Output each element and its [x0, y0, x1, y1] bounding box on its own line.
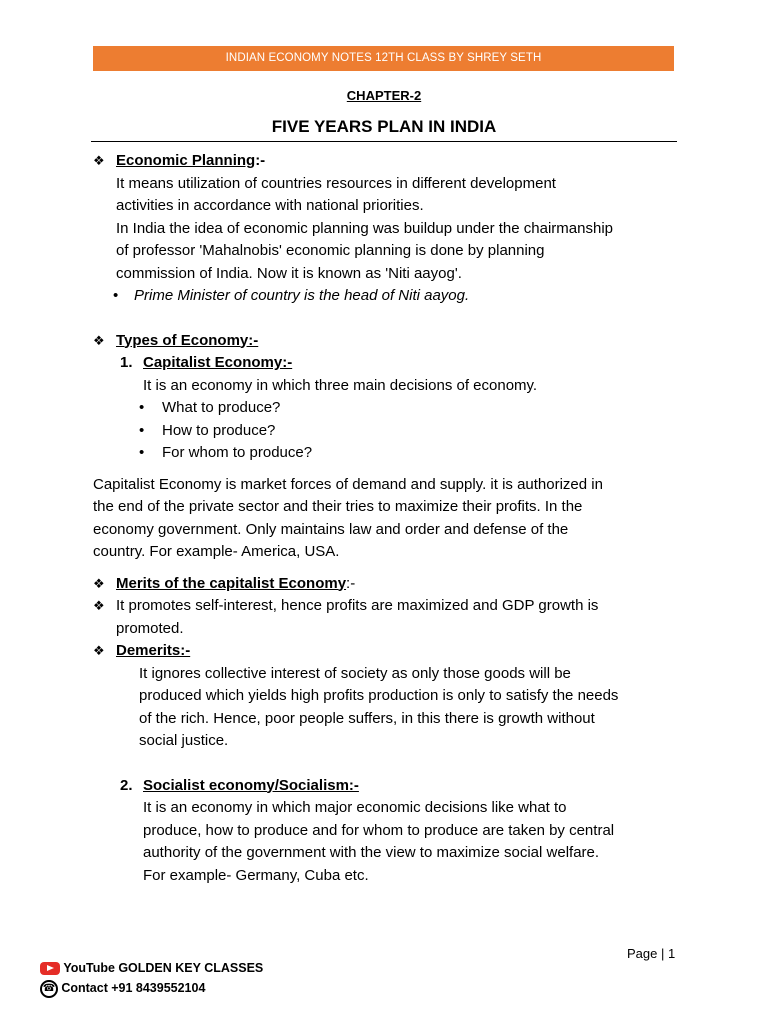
diamond-bullet-icon: ❖ [93, 153, 105, 168]
socialist-line: It is an economy in which major economic decisions like what to [143, 799, 567, 816]
socialist-heading [93, 775, 679, 798]
types-title: Types of Economy:- [116, 331, 259, 349]
demerits-title: Demerits:- [116, 642, 191, 659]
capitalist-paragraph-line: Capitalist Economy is market forces of demand and supply. it is authorized in [93, 475, 603, 493]
socialist-line: produce, how to produce and for whom to produce are taken by central [143, 821, 615, 839]
contact-row [40, 978, 263, 998]
types-heading [93, 330, 679, 353]
merits-title: Merits of the capitalist Economy [116, 574, 347, 592]
demerits-line: social justice. [139, 732, 229, 749]
page-number: Page | 1 [627, 946, 676, 961]
youtube-icon [40, 962, 60, 975]
economic-planning-line: of professor 'Mahalnobis' economic planning is done by planning [116, 242, 545, 259]
economic-planning-heading [93, 150, 679, 173]
bullet-icon: • [139, 444, 145, 461]
list-item [93, 420, 679, 443]
demerits-line: It ignores collective interest of society as only those goods will be [139, 664, 571, 682]
list-item-text: How to produce? [162, 421, 276, 439]
niti-aayog-note: Prime Minister of country is the head of Niti aayog. [134, 287, 470, 304]
list-number: 1. [120, 354, 133, 371]
economic-planning-line: commission of India. Now it is known as 'Niti aayog'. [116, 264, 462, 282]
phone-icon: ☎ [40, 980, 58, 998]
socialist-title: Socialist economy/Socialism:- [143, 776, 359, 794]
diamond-bullet-icon: ❖ [93, 332, 105, 348]
youtube-row [40, 958, 263, 978]
list-item [93, 285, 679, 308]
phone-number: +91 8439552104 [111, 981, 206, 995]
capitalist-paragraph-line: economy government. Only maintains law and order and defense of the [93, 520, 569, 538]
capitalist-paragraph-line: the end of the private sector and their tries to maximize their profits. In the [93, 498, 583, 515]
channel-name: GOLDEN KEY CLASSES [118, 961, 264, 975]
heading-suffix: :- [346, 574, 356, 592]
merits-point [93, 595, 679, 618]
header-banner: INDIAN ECONOMY NOTES 12TH CLASS BY SHREY SETH [93, 46, 674, 71]
diamond-bullet-icon: ❖ [93, 575, 105, 591]
diamond-bullet-icon: ❖ [93, 643, 105, 658]
economic-planning-title: Economic Planning [116, 152, 256, 169]
economic-planning-line: It means utilization of countries resources in different development [116, 174, 556, 192]
youtube-label: YouTube [63, 961, 115, 975]
demerits-line: produced which yields high profits production is only to satisfy the needs [139, 687, 619, 704]
capitalist-heading [93, 352, 679, 375]
heading-suffix: :- [255, 152, 266, 169]
list-number: 2. [120, 776, 133, 794]
merits-point-line: It promotes self-interest, hence profits are maximized and GDP growth is [116, 597, 599, 614]
title-divider [91, 141, 677, 142]
economic-planning-line: In India the idea of economic planning was buildup under the chairmanship [116, 219, 613, 237]
bullet-icon: • [139, 421, 145, 439]
list-item-text: For whom to produce? [162, 444, 313, 461]
demerits-line: of the rich. Hence, poor people suffers, in this there is growth without [139, 709, 595, 727]
list-item-text: What to produce? [162, 399, 281, 416]
bullet-icon: • [139, 399, 145, 416]
list-item [93, 397, 679, 420]
list-item [93, 442, 679, 465]
socialist-line: authority of the government with the view to maximize social welfare. [143, 844, 600, 861]
document-body [93, 150, 679, 887]
socialist-line: For example- Germany, Cuba etc. [143, 866, 369, 884]
capitalist-paragraph-line: country. For example- America, USA. [93, 543, 340, 560]
footer-contact [40, 958, 263, 998]
economic-planning-line: activities in accordance with national priorities. [116, 197, 424, 214]
capitalist-title: Capitalist Economy:- [143, 354, 293, 371]
bullet-icon: • [113, 287, 119, 304]
chapter-label: CHAPTER-2 [346, 88, 422, 103]
demerits-heading [93, 640, 679, 663]
contact-label: Contact [61, 981, 108, 995]
capitalist-intro: It is an economy in which three main decisions of economy. [143, 376, 538, 394]
merits-point-line: promoted. [116, 619, 184, 637]
page-title: FIVE YEARS PLAN IN INDIA [271, 117, 497, 136]
merits-heading [93, 573, 679, 596]
diamond-bullet-icon: ❖ [93, 598, 105, 613]
